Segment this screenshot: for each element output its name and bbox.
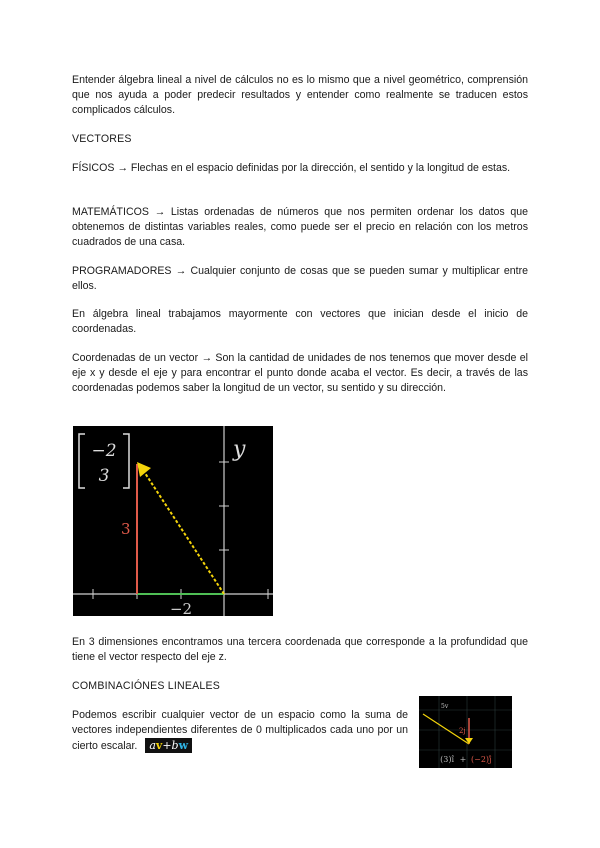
linear-combination-formula — [145, 738, 192, 753]
coordenadas-paragraph: Coordenadas de un vector → Son la cantidad de unidades de nos tenemos que mover desde el eje x y desde el eje y para encontrar el punto donde acaba el vector. Es decir, a través de las coordenadas podemos saber la longitud de un vector, su sentido y su dirección. — [72, 352, 528, 394]
combinaciones-text: Podemos escribir cualquier vector de un espacio como la suma de vectores independientes diferentes de 0 multiplicados cada uno por un cierto escalar. — [72, 709, 408, 752]
combinaciones-paragraph — [72, 708, 408, 754]
fisicos-paragraph: FÍSICOS → Flechas en el espacio definidas por la dirección, el sentido y la longitud de estas. — [72, 162, 511, 174]
formula-b: b — [171, 739, 179, 752]
bottom-left-label: (3)î — [440, 755, 454, 764]
formula-w: w — [178, 739, 189, 752]
formula-a: a — [149, 739, 156, 752]
formula-plus: + — [162, 739, 172, 752]
y-axis-label: y — [233, 437, 246, 462]
matrix-top-value: −2 — [91, 441, 117, 461]
vertical-component-label: 3 — [121, 520, 131, 538]
matematicos-paragraph: MATEMÁTICOS → Listas ordenadas de números que nos permiten ordenar los datos que obtenemos de distintas variables reales, como puede ser el precio en relación con los metros cuadrados de una casa. — [72, 206, 528, 248]
bottom-right-label: (−2)ĵ — [471, 755, 492, 764]
vectores-heading: VECTORES — [72, 133, 132, 145]
combinaciones-heading: COMBINACIÓNES LINEALES — [72, 680, 221, 692]
programadores-paragraph: PROGRAMADORES → Cualquier conjunto de cosas que se pueden sumar y multiplicar entre ellos. — [72, 265, 528, 292]
side-label: 2j — [459, 727, 466, 735]
matrix-bottom-value: 3 — [98, 466, 110, 486]
vector-figure — [73, 426, 273, 616]
tres-d-paragraph: En 3 dimensiones encontramos una tercera coordenada que corresponde a la profundidad que tiene el vector respecto del eje z. — [72, 636, 528, 663]
origen-paragraph: En álgebra lineal trabajamos mayormente con vectores que inician desde el inicio de coordenadas. — [72, 308, 528, 335]
horizontal-component-label: −2 — [169, 600, 193, 616]
intro-paragraph: Entender álgebra lineal a nivel de cálculos no es lo mismo que a nivel geométrico, comprensión que nos ayuda a poder predecir resultados y entender como realmente se traducen estos complicados cálculos. — [72, 74, 528, 116]
linear-combination-figure — [419, 696, 512, 768]
bottom-plus-label: + — [459, 755, 467, 764]
top-label: 5v — [441, 703, 449, 710]
formula-v: v — [155, 739, 163, 752]
